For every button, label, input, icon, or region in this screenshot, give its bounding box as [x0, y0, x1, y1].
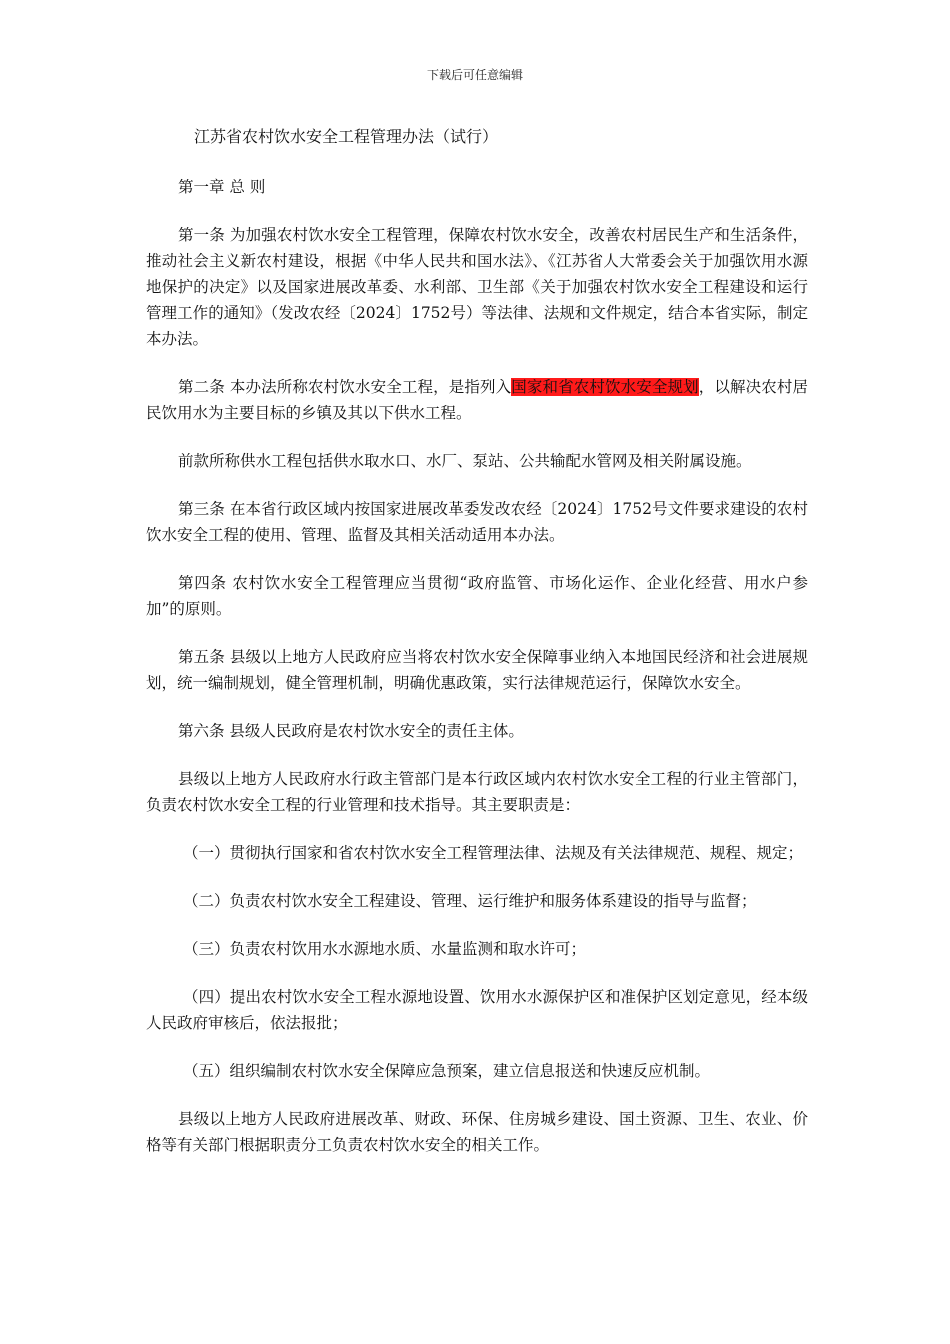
article-4: 第四条 农村饮水安全工程管理应当贯彻“政府监管、市场化运作、企业化经营、用水户参加”的原则。	[146, 574, 808, 618]
article-2-text-start: 第二条 本办法所称农村饮水安全工程，是指列入	[178, 378, 512, 396]
duty-item-2: （二）负责农村饮水安全工程建设、管理、运行维护和服务体系建设的指导与监督；	[183, 892, 757, 910]
article-2	[146, 374, 808, 426]
duty-item-4: （四）提出农村饮水安全工程水源地设置、饮用水水源保护区和准保护区划定意见，经本级人民政府审核后，依法报批；	[146, 988, 808, 1032]
document-title: 江苏省农村饮水安全工程管理办法（试行）	[194, 127, 499, 146]
duty-item-3: （三）负责农村饮用水水源地水质、水量监测和取水许可；	[183, 940, 587, 958]
highlighted-phrase: 国家和省农村饮水安全规划	[511, 378, 699, 396]
duty-item-1: （一）贯彻执行国家和省农村饮水安全工程管理法律、法规及有关法律规范、规程、规定；	[183, 844, 804, 862]
closing-paragraph: 县级以上地方人民政府进展改革、财政、环保、住房城乡建设、国土资源、卫生、农业、价格等有关部门根据职责分工负责农村饮水安全的相关工作。	[146, 1110, 808, 1154]
article-2-text-end: ，以解决农村居民饮用水为主要目标的乡镇及其以下供水工程。	[146, 378, 808, 422]
document-body	[146, 174, 808, 1180]
article-3: 第三条 在本省行政区域内按国家进展改革委发改农经〔2024〕1752号文件要求建设的农村饮水安全工程的使用、管理、监督及其相关活动适用本办法。	[146, 500, 808, 544]
chapter-heading: 第一章 总 则	[178, 178, 266, 196]
article-1: 第一条 为加强农村饮水安全工程管理，保障农村饮水安全，改善农村居民生产和生活条件，推动社会主义新农村建设，根据《中华人民共和国水法》、《江苏省人大常委会关于加强饮用水源地保护的决定》以及国家进展改革委、水利部、卫生部《关于加强农村饮水安全工程建设和运行管理工作的通知》（发改农经〔2024〕1752号）等法律、法规和文件规定，结合本省实际，制定本办法。	[146, 226, 808, 348]
article-5: 第五条 县级以上地方人民政府应当将农村饮水安全保障事业纳入本地国民经济和社会进展规划，统一编制规划，健全管理机制，明确优惠政策，实行法律规范运行，保障饮水安全。	[146, 648, 808, 692]
article-6: 第六条 县级人民政府是农村饮水安全的责任主体。	[178, 722, 524, 740]
duty-item-5: （五）组织编制农村饮水安全保障应急预案，建立信息报送和快速反应机制。	[183, 1062, 711, 1080]
article-6-subparagraph: 县级以上地方人民政府水行政主管部门是本行政区域内农村饮水安全工程的行业主管部门，负责农村饮水安全工程的行业管理和技术指导。其主要职责是：	[146, 770, 808, 814]
header-note: 下载后可任意编辑	[426, 68, 523, 82]
article-2-subparagraph: 前款所称供水工程包括供水取水口、水厂、泵站、公共输配水管网及相关附属设施。	[178, 452, 752, 470]
